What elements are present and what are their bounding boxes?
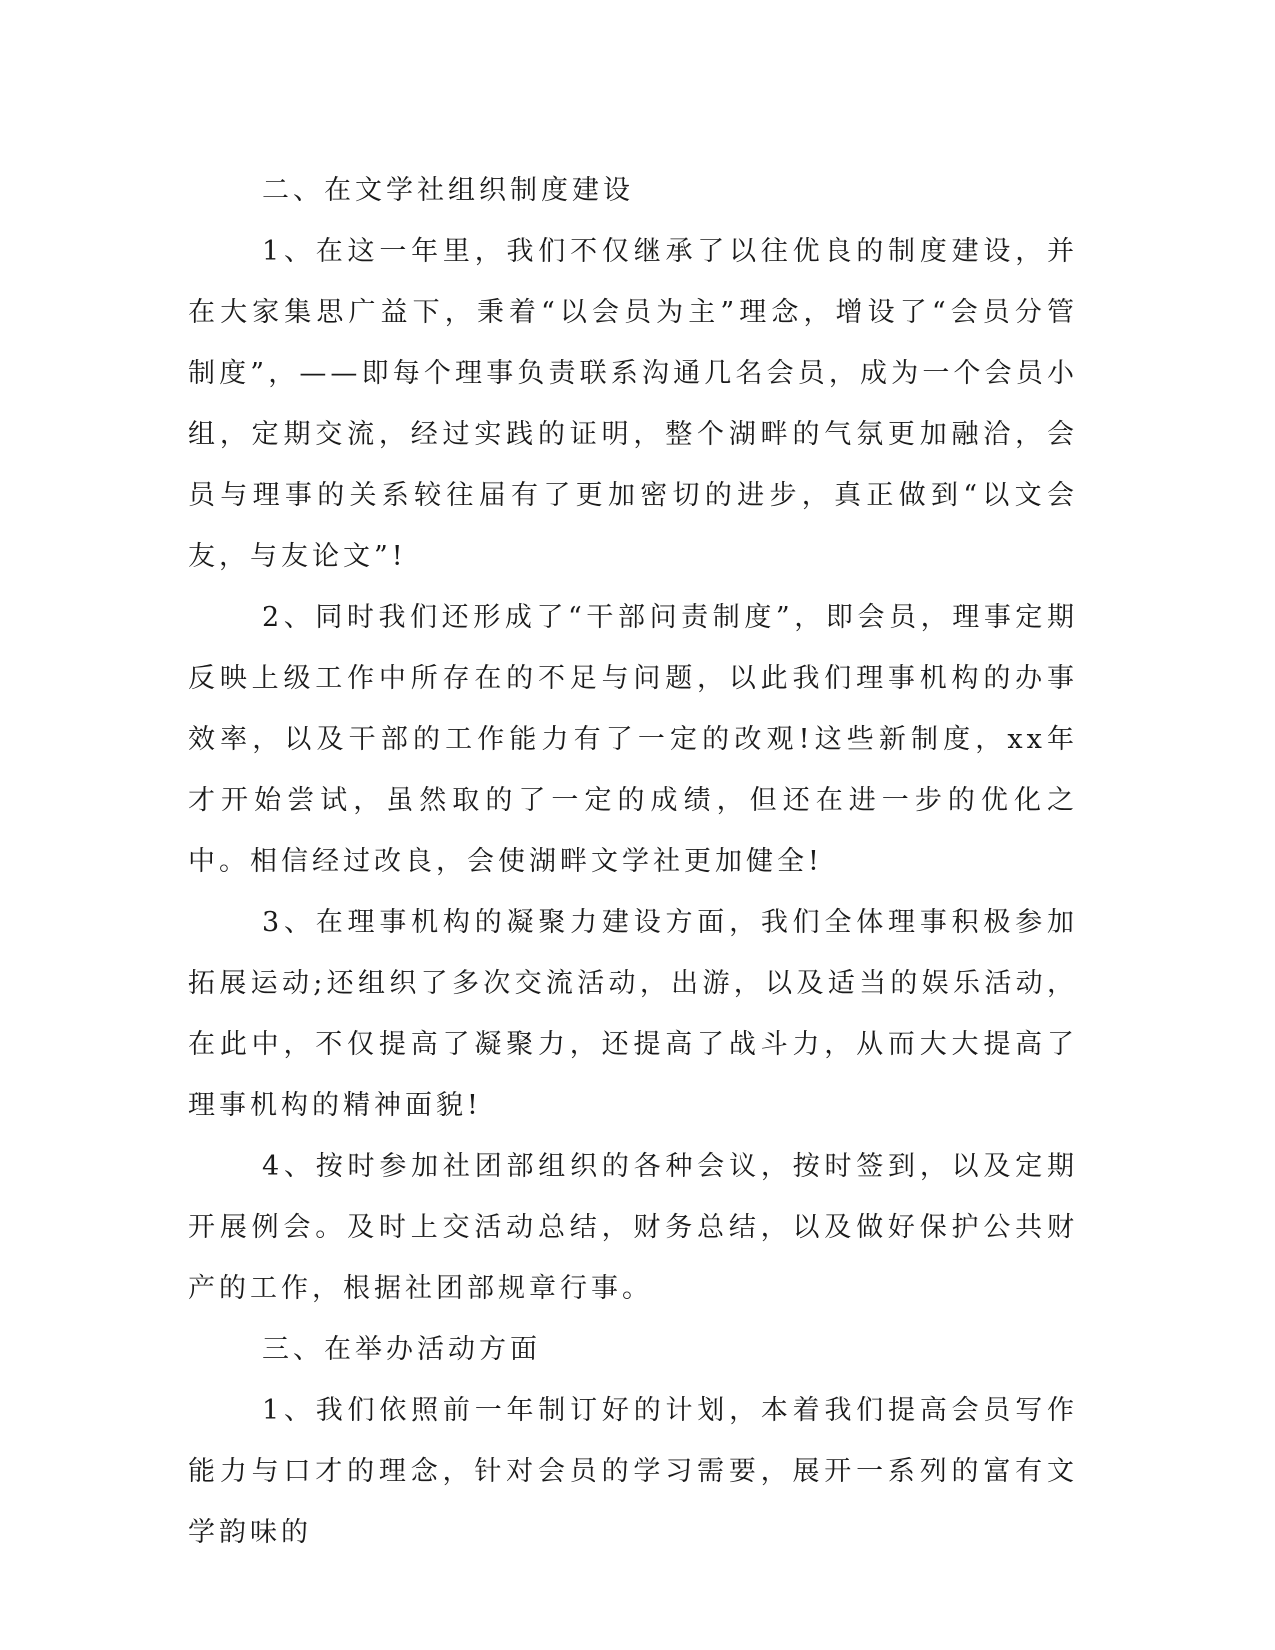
paragraph-3-1: 1、我们依照前一年制订好的计划，本着我们提高会员写作能力与口才的理念，针对会员的学习需要，展开一系列的富有文学韵味的 xyxy=(188,1395,1078,1548)
paragraph-2-1: 1、在这一年里，我们不仅继承了以往优良的制度建设，并在大家集思广益下，秉着“以会员为主”理念，增设了“会员分管制度”，——即每个理事负责联系沟通几名会员，成为一个会员小组，定期交流，经过实践的证明，整个湖畔的气氛更加融洽，会员与理事的关系较往届有了更加密切的进步，真正做到“以文会友，与友论文”! xyxy=(188,236,1078,572)
document-body xyxy=(188,160,1078,1563)
section-heading-2: 二、在文学社组织制度建设 xyxy=(262,175,634,206)
paragraph-2-4: 4、按时参加社团部组织的各种会议，按时签到，以及定期开展例会。及时上交活动总结，财务总结，以及做好保护公共财产的工作，根据社团部规章行事。 xyxy=(188,1151,1078,1304)
section-heading-3: 三、在举办活动方面 xyxy=(262,1334,541,1365)
paragraph-2-3: 3、在理事机构的凝聚力建设方面，我们全体理事积极参加拓展运动;还组织了多次交流活动，出游，以及适当的娱乐活动，在此中，不仅提高了凝聚力，还提高了战斗力，从而大大提高了理事机构的精神面貌! xyxy=(188,907,1078,1121)
paragraph-2-2: 2、同时我们还形成了“干部问责制度”，即会员，理事定期反映上级工作中所存在的不足与问题，以此我们理事机构的办事效率，以及干部的工作能力有了一定的改观!这些新制度，xx年才开始尝试，虽然取的了一定的成绩，但还在进一步的优化之中。相信经过改良，会使湖畔文学社更加健全! xyxy=(188,602,1078,877)
